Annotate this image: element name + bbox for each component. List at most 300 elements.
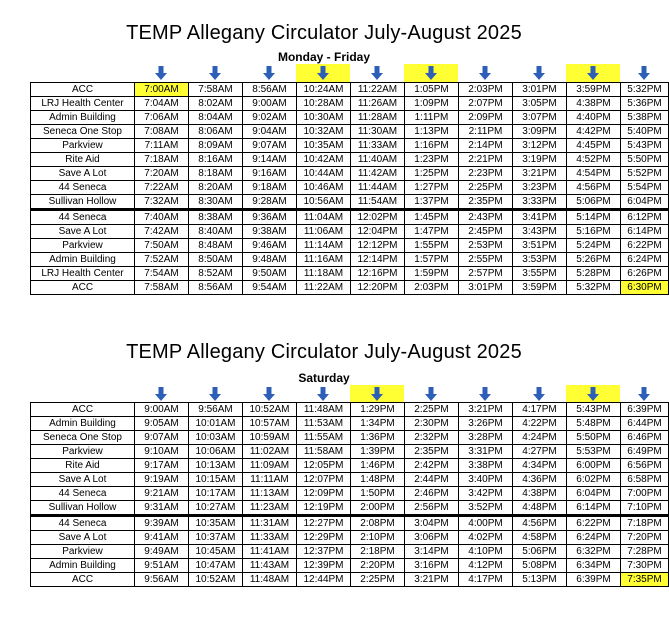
departure-time: 3:14PM bbox=[405, 545, 459, 559]
departure-time: 8:30AM bbox=[189, 195, 243, 210]
departure-time: 6:22PM bbox=[621, 239, 669, 253]
departure-time: 11:22AM bbox=[351, 83, 405, 97]
departure-time: 2:46PM bbox=[405, 487, 459, 501]
departure-time: 1:13PM bbox=[405, 125, 459, 139]
departure-time: 12:44PM bbox=[297, 573, 351, 587]
stop-name: Sullivan Hollow bbox=[31, 501, 135, 516]
schedule-row bbox=[31, 501, 669, 516]
departure-time: 10:37AM bbox=[189, 531, 243, 545]
stop-name: Save A Lot bbox=[31, 531, 135, 545]
departure-time: 11:09AM bbox=[243, 459, 297, 473]
departure-time: 3:59PM bbox=[567, 83, 621, 97]
schedule-row bbox=[31, 195, 669, 210]
departure-time: 5:32PM bbox=[567, 281, 621, 295]
departure-time: 5:48PM bbox=[567, 417, 621, 431]
departure-time: 1:45PM bbox=[405, 210, 459, 225]
departure-time: 11:16AM bbox=[297, 253, 351, 267]
stop-name: ACC bbox=[31, 83, 135, 97]
departure-time: 10:59AM bbox=[243, 431, 297, 445]
departure-time: 9:10AM bbox=[135, 445, 189, 459]
schedule-row bbox=[31, 153, 669, 167]
stop-name: Parkview bbox=[31, 139, 135, 153]
departure-time: 4:24PM bbox=[513, 431, 567, 445]
departure-time: 3:21PM bbox=[459, 403, 513, 417]
departure-time: 3:42PM bbox=[459, 487, 513, 501]
departure-time: 2:25PM bbox=[351, 573, 405, 587]
departure-time: 7:54AM bbox=[135, 267, 189, 281]
schedule-row bbox=[31, 181, 669, 195]
departure-time: 3:55PM bbox=[513, 267, 567, 281]
departure-time: 6:58PM bbox=[621, 473, 669, 487]
departure-time: 1:11PM bbox=[405, 111, 459, 125]
stop-name: Rite Aid bbox=[31, 153, 135, 167]
departure-time: 3:52PM bbox=[459, 501, 513, 516]
departure-time: 1:46PM bbox=[351, 459, 405, 473]
departure-time: 5:43PM bbox=[621, 139, 669, 153]
arrow-cell bbox=[512, 385, 566, 403]
departure-time: 6:24PM bbox=[621, 253, 669, 267]
departure-time: 10:03AM bbox=[189, 431, 243, 445]
departure-time: 2:10PM bbox=[351, 531, 405, 545]
departure-time: 11:48AM bbox=[297, 403, 351, 417]
schedule-row bbox=[31, 253, 669, 267]
stop-name: 44 Seneca bbox=[31, 210, 135, 225]
departure-time: 8:20AM bbox=[189, 181, 243, 195]
down-arrow-icon bbox=[479, 66, 491, 80]
departure-time: 5:16PM bbox=[567, 225, 621, 239]
schedule-row bbox=[31, 281, 669, 295]
departure-time: 4:27PM bbox=[513, 445, 567, 459]
departure-time: 10:57AM bbox=[243, 417, 297, 431]
departure-time: 7:10PM bbox=[621, 501, 669, 516]
departure-time: 3:51PM bbox=[513, 239, 567, 253]
stop-name: ACC bbox=[31, 573, 135, 587]
schedule-row bbox=[31, 139, 669, 153]
departure-time: 3:40PM bbox=[459, 473, 513, 487]
schedule-row bbox=[31, 239, 669, 253]
departure-time: 3:31PM bbox=[459, 445, 513, 459]
arrow-cell bbox=[620, 64, 668, 82]
stop-name: Admin Building bbox=[31, 559, 135, 573]
departure-time: 9:07AM bbox=[243, 139, 297, 153]
schedule-row bbox=[31, 210, 669, 225]
departure-time: 3:12PM bbox=[513, 139, 567, 153]
departure-time: 12:39PM bbox=[297, 559, 351, 573]
down-arrow-icon bbox=[638, 387, 650, 401]
departure-time: 2:07PM bbox=[459, 97, 513, 111]
departure-time: 2:11PM bbox=[459, 125, 513, 139]
departure-time: 1:50PM bbox=[351, 487, 405, 501]
departure-time: 3:09PM bbox=[513, 125, 567, 139]
departure-time: 8:50AM bbox=[189, 253, 243, 267]
departure-time: 7:18AM bbox=[135, 153, 189, 167]
departure-time: 11:30AM bbox=[351, 125, 405, 139]
departure-time: 5:28PM bbox=[567, 267, 621, 281]
departure-time: 4:45PM bbox=[567, 139, 621, 153]
departure-time: 4:56PM bbox=[513, 516, 567, 531]
departure-time: 11:33AM bbox=[351, 139, 405, 153]
departure-time: 1:55PM bbox=[405, 239, 459, 253]
stop-name: ACC bbox=[31, 281, 135, 295]
departure-time: 5:13PM bbox=[513, 573, 567, 587]
departure-time: 4:42PM bbox=[567, 125, 621, 139]
departure-time: 3:53PM bbox=[513, 253, 567, 267]
departure-time: 9:04AM bbox=[243, 125, 297, 139]
departure-time: 9:00AM bbox=[243, 97, 297, 111]
departure-time: 4:12PM bbox=[459, 559, 513, 573]
departure-time: 4:02PM bbox=[459, 531, 513, 545]
departure-time: 4:36PM bbox=[513, 473, 567, 487]
stop-name: 44 Seneca bbox=[31, 487, 135, 501]
departure-time: 7:52AM bbox=[135, 253, 189, 267]
departure-time: 2:03PM bbox=[459, 83, 513, 97]
down-arrow-icon bbox=[371, 66, 383, 80]
down-arrow-icon bbox=[533, 66, 545, 80]
schedule-row bbox=[31, 516, 669, 531]
schedule-row bbox=[31, 459, 669, 473]
departure-time: 12:16PM bbox=[351, 267, 405, 281]
departure-time: 7:32AM bbox=[135, 195, 189, 210]
arrow-cell bbox=[242, 64, 296, 82]
departure-time: 1:27PM bbox=[405, 181, 459, 195]
departure-time: 8:52AM bbox=[189, 267, 243, 281]
departure-time: 8:09AM bbox=[189, 139, 243, 153]
departure-time: 4:17PM bbox=[459, 573, 513, 587]
arrow-cell bbox=[566, 385, 620, 403]
departure-time: 2:25PM bbox=[459, 181, 513, 195]
departure-time: 4:22PM bbox=[513, 417, 567, 431]
departure-time: 11:41AM bbox=[243, 545, 297, 559]
weekday-subtitle: Monday - Friday bbox=[277, 50, 370, 64]
stop-name: ACC bbox=[31, 403, 135, 417]
down-arrow-icon bbox=[209, 387, 221, 401]
departure-time: 12:37PM bbox=[297, 545, 351, 559]
departure-time: 7:58AM bbox=[189, 83, 243, 97]
arrow-cell bbox=[188, 64, 242, 82]
departure-time: 1:05PM bbox=[405, 83, 459, 97]
arrow-cell bbox=[134, 385, 188, 403]
departure-time: 6:26PM bbox=[621, 267, 669, 281]
departure-time: 11:06AM bbox=[297, 225, 351, 239]
departure-time: 11:42AM bbox=[351, 167, 405, 181]
departure-time: 9:14AM bbox=[243, 153, 297, 167]
arrow-cell bbox=[458, 385, 512, 403]
departure-time: 2:30PM bbox=[405, 417, 459, 431]
departure-time: 6:49PM bbox=[621, 445, 669, 459]
down-arrow-icon bbox=[317, 66, 329, 80]
departure-time: 2:35PM bbox=[459, 195, 513, 210]
stop-name: Seneca One Stop bbox=[31, 431, 135, 445]
departure-time: 6:14PM bbox=[567, 501, 621, 516]
departure-time: 2:21PM bbox=[459, 153, 513, 167]
departure-time: 9:31AM bbox=[135, 501, 189, 516]
saturday-subtitle: Saturday bbox=[298, 371, 350, 385]
stop-name: 44 Seneca bbox=[31, 516, 135, 531]
schedule-row bbox=[31, 111, 669, 125]
departure-time: 7:40AM bbox=[135, 210, 189, 225]
departure-time: 2:43PM bbox=[459, 210, 513, 225]
departure-time: 6:00PM bbox=[567, 459, 621, 473]
stop-name: 44 Seneca bbox=[31, 181, 135, 195]
departure-time: 1:57PM bbox=[405, 253, 459, 267]
departure-time: 7:28PM bbox=[621, 545, 669, 559]
departure-time: 12:27PM bbox=[297, 516, 351, 531]
schedule-row bbox=[31, 403, 669, 417]
departure-time: 4:58PM bbox=[513, 531, 567, 545]
arrow-cell bbox=[620, 385, 668, 403]
departure-time: 7:04AM bbox=[135, 97, 189, 111]
departure-time: 4:00PM bbox=[459, 516, 513, 531]
stop-name: Admin Building bbox=[31, 111, 135, 125]
saturday-schedule-table bbox=[30, 402, 669, 587]
departure-time: 2:23PM bbox=[459, 167, 513, 181]
departure-time: 3:43PM bbox=[513, 225, 567, 239]
departure-time: 8:16AM bbox=[189, 153, 243, 167]
departure-time: 11:40AM bbox=[351, 153, 405, 167]
departure-time: 2:18PM bbox=[351, 545, 405, 559]
departure-time: 5:40PM bbox=[621, 125, 669, 139]
departure-time: 9:49AM bbox=[135, 545, 189, 559]
departure-time: 6:39PM bbox=[567, 573, 621, 587]
departure-time: 10:24AM bbox=[297, 83, 351, 97]
departure-time: 11:58AM bbox=[297, 445, 351, 459]
schedule-row bbox=[31, 125, 669, 139]
departure-time: 9:36AM bbox=[243, 210, 297, 225]
departure-time: 1:36PM bbox=[351, 431, 405, 445]
departure-time: 5:36PM bbox=[621, 97, 669, 111]
stop-name: Admin Building bbox=[31, 253, 135, 267]
departure-time: 10:46AM bbox=[297, 181, 351, 195]
departure-time: 2:32PM bbox=[405, 431, 459, 445]
weekday-title: TEMP Allegany Circulator July-August 2025 bbox=[126, 22, 522, 44]
stop-name: Parkview bbox=[31, 239, 135, 253]
departure-time: 10:13AM bbox=[189, 459, 243, 473]
stop-name: Parkview bbox=[31, 545, 135, 559]
departure-time: 3:01PM bbox=[459, 281, 513, 295]
departure-time: 3:21PM bbox=[405, 573, 459, 587]
schedule-row bbox=[31, 487, 669, 501]
departure-time: 9:50AM bbox=[243, 267, 297, 281]
departure-time: 6:12PM bbox=[621, 210, 669, 225]
arrow-cell bbox=[566, 64, 620, 82]
schedule-row bbox=[31, 97, 669, 111]
departure-time: 11:44AM bbox=[351, 181, 405, 195]
departure-time: 10:15AM bbox=[189, 473, 243, 487]
departure-time: 9:56AM bbox=[135, 573, 189, 587]
departure-time: 5:06PM bbox=[513, 545, 567, 559]
departure-time: 12:09PM bbox=[297, 487, 351, 501]
schedule-row bbox=[31, 83, 669, 97]
departure-time: 9:18AM bbox=[243, 181, 297, 195]
departure-time: 2:20PM bbox=[351, 559, 405, 573]
schedule-row bbox=[31, 445, 669, 459]
departure-time: 4:40PM bbox=[567, 111, 621, 125]
schedule-row bbox=[31, 559, 669, 573]
schedule-row bbox=[31, 225, 669, 239]
departure-time: 1:23PM bbox=[405, 153, 459, 167]
departure-time: 5:24PM bbox=[567, 239, 621, 253]
departure-time: 4:38PM bbox=[513, 487, 567, 501]
departure-time: 4:17PM bbox=[513, 403, 567, 417]
departure-time: 6:30PM bbox=[621, 281, 669, 295]
departure-time: 7:00PM bbox=[621, 487, 669, 501]
departure-time: 3:23PM bbox=[513, 181, 567, 195]
departure-time: 1:59PM bbox=[405, 267, 459, 281]
departure-time: 11:54AM bbox=[351, 195, 405, 210]
departure-time: 3:04PM bbox=[405, 516, 459, 531]
departure-time: 7:20PM bbox=[621, 531, 669, 545]
departure-time: 3:06PM bbox=[405, 531, 459, 545]
arrow-cell bbox=[350, 64, 404, 82]
departure-time: 3:59PM bbox=[513, 281, 567, 295]
departure-time: 10:42AM bbox=[297, 153, 351, 167]
departure-time: 3:38PM bbox=[459, 459, 513, 473]
departure-time: 7:42AM bbox=[135, 225, 189, 239]
down-arrow-icon bbox=[533, 387, 545, 401]
saturday-title: TEMP Allegany Circulator July-August 2025 bbox=[126, 341, 522, 363]
departure-time: 3:33PM bbox=[513, 195, 567, 210]
departure-time: 9:28AM bbox=[243, 195, 297, 210]
departure-time: 8:48AM bbox=[189, 239, 243, 253]
departure-time: 6:14PM bbox=[621, 225, 669, 239]
departure-time: 12:04PM bbox=[351, 225, 405, 239]
departure-time: 5:06PM bbox=[567, 195, 621, 210]
departure-time: 1:48PM bbox=[351, 473, 405, 487]
stop-name: Rite Aid bbox=[31, 459, 135, 473]
departure-time: 6:04PM bbox=[567, 487, 621, 501]
departure-time: 3:05PM bbox=[513, 97, 567, 111]
departure-time: 1:47PM bbox=[405, 225, 459, 239]
departure-time: 2:45PM bbox=[459, 225, 513, 239]
departure-time: 3:28PM bbox=[459, 431, 513, 445]
arrow-cell bbox=[296, 385, 350, 403]
departure-time: 9:41AM bbox=[135, 531, 189, 545]
departure-time: 10:32AM bbox=[297, 125, 351, 139]
departure-time: 10:30AM bbox=[297, 111, 351, 125]
departure-time: 9:17AM bbox=[135, 459, 189, 473]
departure-time: 10:27AM bbox=[189, 501, 243, 516]
departure-time: 6:04PM bbox=[621, 195, 669, 210]
departure-time: 5:43PM bbox=[567, 403, 621, 417]
schedule-row bbox=[31, 545, 669, 559]
departure-time: 11:43AM bbox=[243, 559, 297, 573]
arrow-cell bbox=[404, 385, 458, 403]
down-arrow-icon bbox=[587, 387, 599, 401]
departure-time: 11:31AM bbox=[243, 516, 297, 531]
departure-time: 5:32PM bbox=[621, 83, 669, 97]
departure-time: 7:06AM bbox=[135, 111, 189, 125]
departure-time: 9:02AM bbox=[243, 111, 297, 125]
departure-time: 5:26PM bbox=[567, 253, 621, 267]
departure-time: 6:34PM bbox=[567, 559, 621, 573]
departure-time: 2:00PM bbox=[351, 501, 405, 516]
departure-time: 4:48PM bbox=[513, 501, 567, 516]
departure-time: 6:39PM bbox=[621, 403, 669, 417]
down-arrow-icon bbox=[263, 387, 275, 401]
departure-time: 7:22AM bbox=[135, 181, 189, 195]
departure-time: 2:44PM bbox=[405, 473, 459, 487]
departure-time: 10:56AM bbox=[297, 195, 351, 210]
departure-time: 2:55PM bbox=[459, 253, 513, 267]
departure-time: 10:52AM bbox=[243, 403, 297, 417]
departure-time: 2:14PM bbox=[459, 139, 513, 153]
departure-time: 12:29PM bbox=[297, 531, 351, 545]
departure-time: 9:16AM bbox=[243, 167, 297, 181]
departure-time: 10:17AM bbox=[189, 487, 243, 501]
departure-time: 2:25PM bbox=[405, 403, 459, 417]
schedule-row bbox=[31, 417, 669, 431]
departure-time: 12:20PM bbox=[351, 281, 405, 295]
departure-time: 2:56PM bbox=[405, 501, 459, 516]
departure-time: 11:55AM bbox=[297, 431, 351, 445]
departure-time: 4:34PM bbox=[513, 459, 567, 473]
schedule-row bbox=[31, 167, 669, 181]
departure-time: 12:19PM bbox=[297, 501, 351, 516]
departure-time: 3:07PM bbox=[513, 111, 567, 125]
departure-time: 10:45AM bbox=[189, 545, 243, 559]
down-arrow-icon bbox=[638, 66, 650, 80]
departure-time: 12:12PM bbox=[351, 239, 405, 253]
departure-time: 5:14PM bbox=[567, 210, 621, 225]
down-arrow-icon bbox=[209, 66, 221, 80]
departure-time: 12:05PM bbox=[297, 459, 351, 473]
departure-time: 6:46PM bbox=[621, 431, 669, 445]
departure-time: 11:23AM bbox=[243, 501, 297, 516]
departure-time: 1:39PM bbox=[351, 445, 405, 459]
down-arrow-icon bbox=[425, 387, 437, 401]
down-arrow-icon bbox=[425, 66, 437, 80]
departure-time: 7:11AM bbox=[135, 139, 189, 153]
departure-time: 3:16PM bbox=[405, 559, 459, 573]
departure-time: 1:25PM bbox=[405, 167, 459, 181]
schedule-row bbox=[31, 267, 669, 281]
departure-time: 8:56AM bbox=[189, 281, 243, 295]
departure-time: 7:00AM bbox=[135, 83, 189, 97]
departure-time: 8:56AM bbox=[243, 83, 297, 97]
arrow-cell bbox=[188, 385, 242, 403]
arrow-cell bbox=[404, 64, 458, 82]
departure-time: 4:52PM bbox=[567, 153, 621, 167]
departure-time: 10:35AM bbox=[189, 516, 243, 531]
departure-time: 7:35PM bbox=[621, 573, 669, 587]
departure-time: 2:57PM bbox=[459, 267, 513, 281]
schedule-row bbox=[31, 573, 669, 587]
departure-time: 8:04AM bbox=[189, 111, 243, 125]
departure-time: 9:05AM bbox=[135, 417, 189, 431]
departure-time: 1:37PM bbox=[405, 195, 459, 210]
departure-time: 5:54PM bbox=[621, 181, 669, 195]
departure-time: 8:38AM bbox=[189, 210, 243, 225]
down-arrow-icon bbox=[371, 387, 383, 401]
departure-time: 11:33AM bbox=[243, 531, 297, 545]
departure-time: 4:56PM bbox=[567, 181, 621, 195]
departure-time: 9:54AM bbox=[243, 281, 297, 295]
departure-time: 2:03PM bbox=[405, 281, 459, 295]
departure-time: 11:04AM bbox=[297, 210, 351, 225]
departure-time: 6:02PM bbox=[567, 473, 621, 487]
departure-time: 3:01PM bbox=[513, 83, 567, 97]
departure-time: 11:13AM bbox=[243, 487, 297, 501]
departure-time: 1:34PM bbox=[351, 417, 405, 431]
departure-time: 7:08AM bbox=[135, 125, 189, 139]
departure-time: 11:22AM bbox=[297, 281, 351, 295]
weekday-schedule-table bbox=[30, 82, 669, 295]
weekday-arrow-row bbox=[30, 64, 618, 84]
arrow-cell bbox=[134, 64, 188, 82]
departure-time: 7:30PM bbox=[621, 559, 669, 573]
down-arrow-icon bbox=[155, 66, 167, 80]
departure-time: 10:06AM bbox=[189, 445, 243, 459]
